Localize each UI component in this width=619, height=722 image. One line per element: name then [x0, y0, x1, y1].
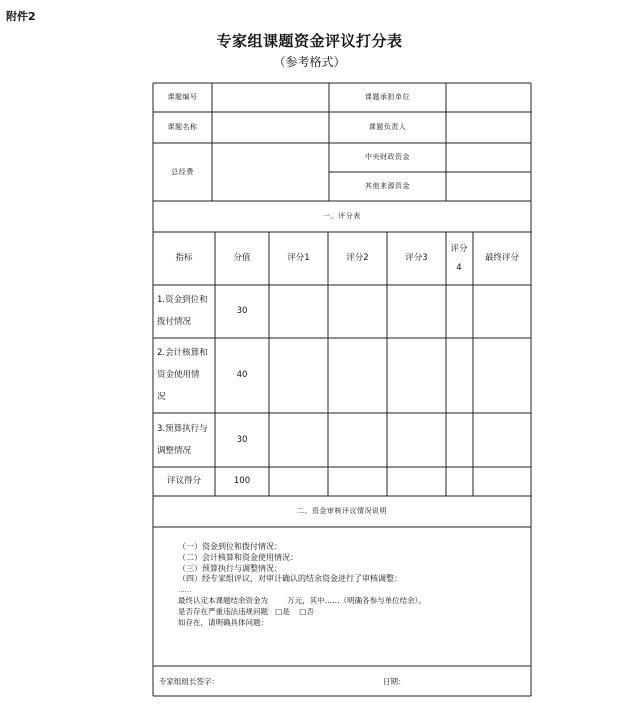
indicator-2-line-1: 2.会计核算和	[157, 348, 208, 358]
project-number-label: 课题编号	[167, 93, 198, 102]
indicator-3-score-3[interactable]	[387, 413, 446, 467]
header-score-3: 评分3	[405, 253, 428, 264]
indicator-3-label	[157, 418, 208, 462]
indicator-1-score-1[interactable]	[269, 285, 328, 338]
indicator-1-score-3[interactable]	[387, 285, 446, 338]
explanation-block	[178, 542, 426, 628]
indicator-2-final[interactable]	[473, 338, 531, 413]
indicator-3-weight: 30	[236, 434, 248, 445]
indicator-1-line-2: 拨付情况	[157, 317, 192, 327]
indicator-1-score-4[interactable]	[446, 285, 473, 338]
total-funding-value[interactable]	[212, 143, 329, 201]
indicator-1-final[interactable]	[473, 285, 531, 338]
project-name-value[interactable]	[212, 112, 329, 143]
total-score-1[interactable]	[269, 467, 328, 496]
signature-date-label: 日期：	[383, 677, 406, 686]
indicator-2-score-4[interactable]	[446, 338, 473, 413]
header-score-2: 评分2	[346, 253, 369, 264]
header-indicator: 指标	[175, 253, 193, 264]
project-leader-value[interactable]	[446, 112, 531, 143]
total-funding-label: 总经费	[171, 167, 194, 176]
header-score-1: 评分1	[287, 253, 310, 264]
indicator-1-label	[157, 289, 208, 333]
section-explanation-title: 二、资金审核评议情况说明	[297, 507, 387, 516]
explanation-note-1: ......	[178, 586, 192, 595]
header-weight: 分值	[233, 253, 251, 264]
explanation-item-2: （二）会计核算和资金使用情况：	[178, 552, 298, 562]
total-score-2[interactable]	[328, 467, 387, 496]
indicator-2-line-3: 况	[157, 392, 166, 402]
total-final-score[interactable]	[473, 467, 531, 496]
indicator-2-line-2: 资金使用情	[157, 370, 200, 380]
indicator-3-score-1[interactable]	[269, 413, 328, 467]
other-funding-label: 其他来源资金	[365, 182, 410, 191]
other-funding-value[interactable]	[446, 172, 531, 201]
explanation-item-4: （四）经专家组评议，对审计确认的结余资金进行了审核调整：	[178, 574, 402, 584]
indicator-2-score-2[interactable]	[328, 338, 387, 413]
total-score-4[interactable]	[446, 467, 473, 496]
indicator-3-score-2[interactable]	[328, 413, 387, 467]
page-subtitle: （参考格式）	[273, 55, 346, 69]
indicator-2-weight: 40	[236, 370, 248, 381]
page-title: 专家组课题资金评议打分表	[216, 32, 403, 50]
project-leader-label: 课题负责人	[368, 123, 407, 132]
explanation-item-3: （三）预算执行与调整情况：	[178, 563, 282, 573]
indicator-2-score-1[interactable]	[269, 338, 328, 413]
indicator-2-label	[157, 342, 208, 408]
indicator-3-final[interactable]	[473, 413, 531, 467]
header-score-4: 评分4	[450, 243, 468, 273]
project-number-value[interactable]	[212, 83, 329, 112]
explanation-note-3: 是否存在严重违法违规问题 □是 □否	[178, 606, 314, 616]
attachment-label: 附件2	[6, 10, 36, 23]
total-score-3[interactable]	[387, 467, 446, 496]
explanation-note-2: 最终认定本课题结余资金为 万元，其中……（明确各参与单位结余）。	[178, 595, 426, 605]
project-name-label: 课题名称	[167, 123, 198, 132]
indicator-2-score-3[interactable]	[387, 338, 446, 413]
indicator-3-line-2: 调整情况	[157, 446, 192, 456]
indicator-3-score-4[interactable]	[446, 413, 473, 467]
host-unit-label: 课题承担单位	[365, 93, 410, 102]
explanation-item-1: （一）资金到位和拨付情况：	[178, 542, 282, 551]
signature-leader-label: 专家组组长签字：	[159, 677, 219, 686]
host-unit-value[interactable]	[446, 83, 531, 112]
central-funding-label: 中央财政资金	[365, 153, 410, 162]
section-scoring-title: 一、评分表	[323, 212, 361, 221]
total-score-label: 评议得分	[166, 476, 201, 487]
indicator-1-score-2[interactable]	[328, 285, 387, 338]
header-final-score: 最终评分	[484, 253, 519, 264]
indicator-3-line-1: 3.预算执行与	[157, 424, 208, 434]
total-score-weight: 100	[233, 476, 251, 487]
indicator-1-weight: 30	[236, 306, 248, 317]
explanation-note-4: 如存在，请明确具体问题：	[178, 617, 268, 627]
central-funding-value[interactable]	[446, 143, 531, 172]
indicator-1-line-1: 1.资金到位和	[157, 295, 208, 305]
